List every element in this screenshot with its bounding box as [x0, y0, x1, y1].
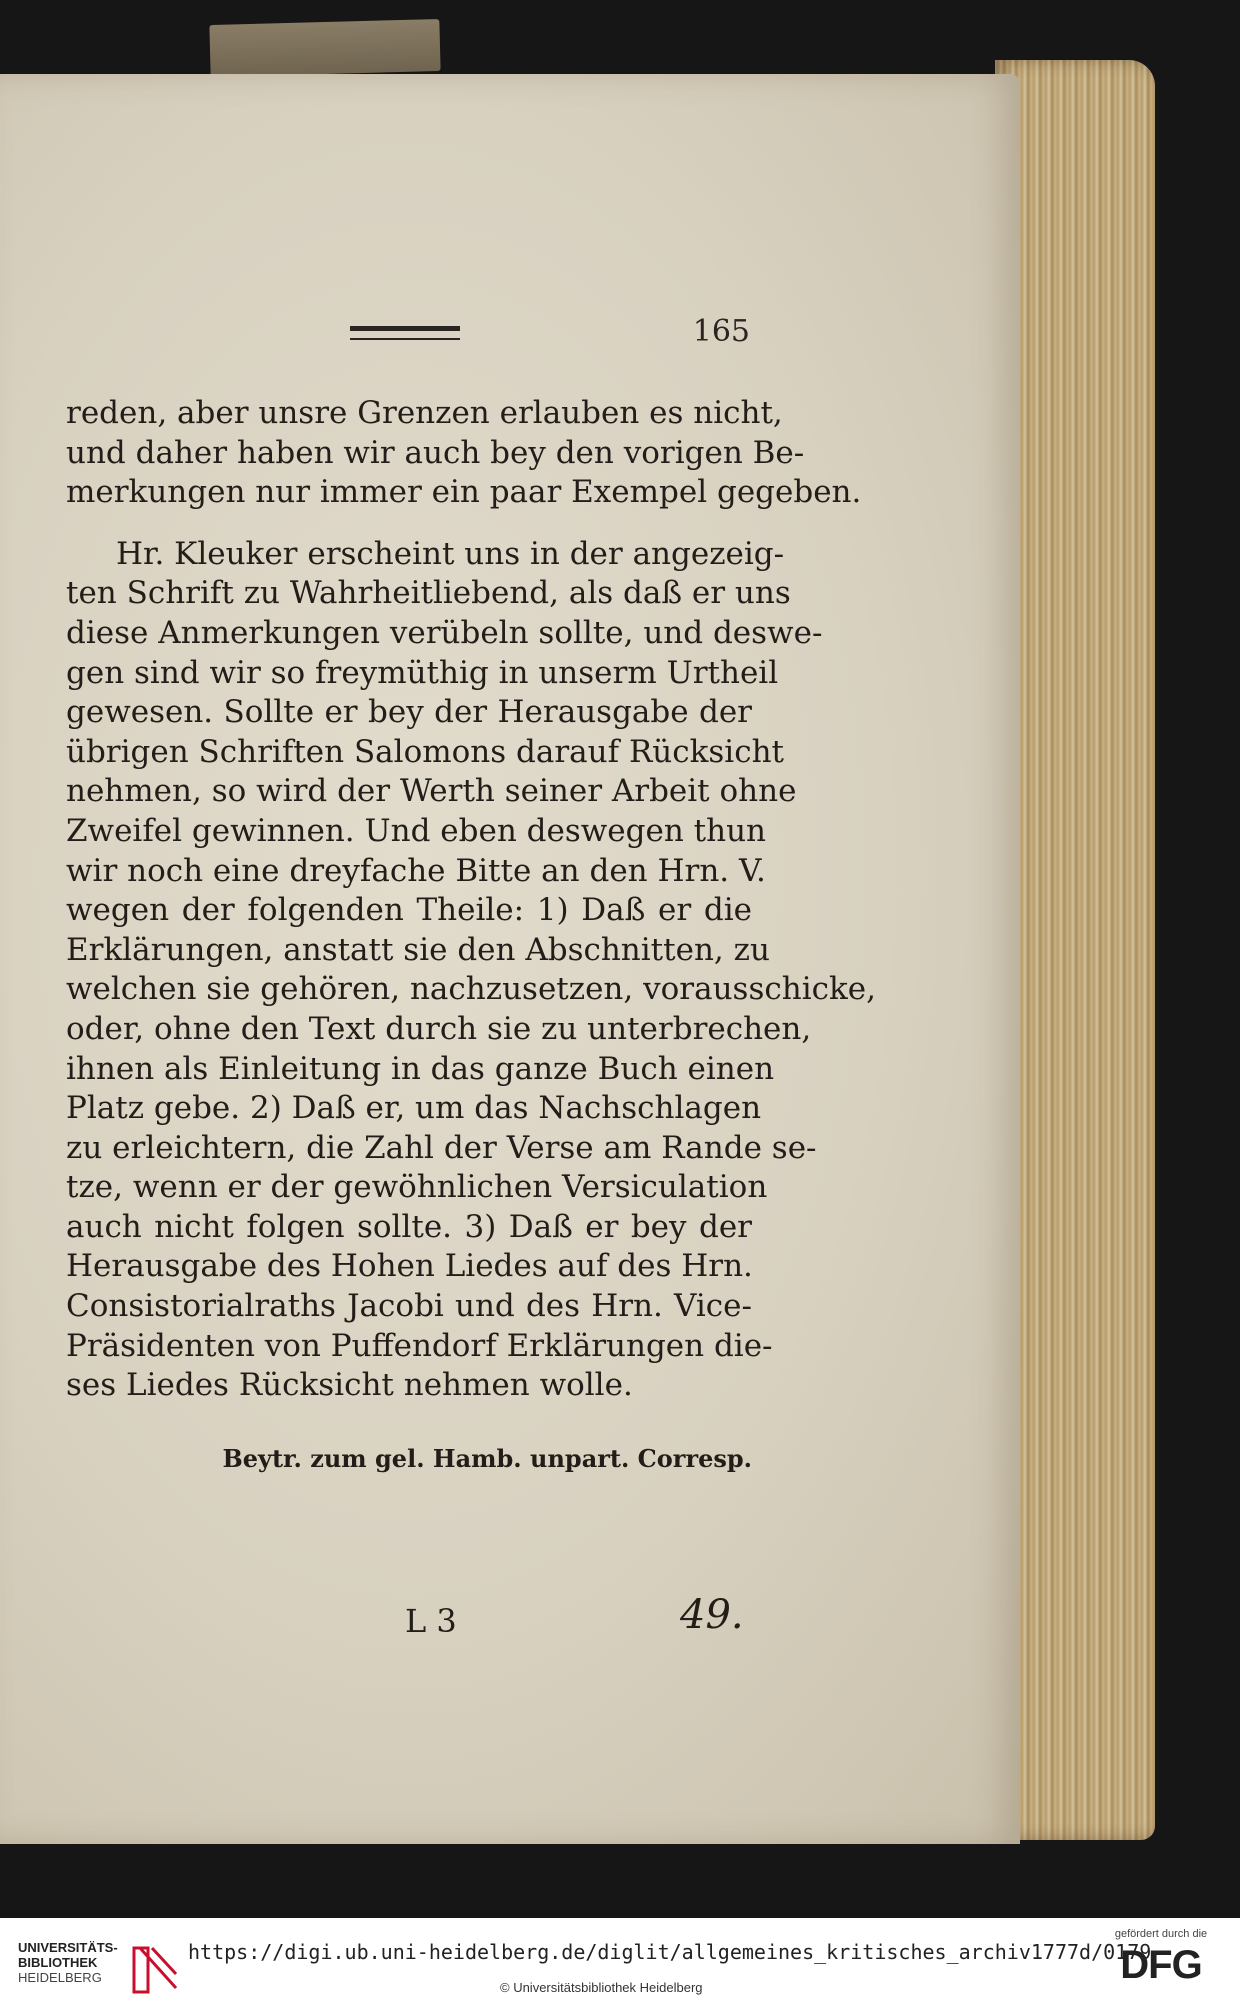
library-name-line1: UNIVERSITÄTS-	[18, 1940, 118, 1955]
page-header	[60, 314, 760, 354]
text-line: wir noch eine dreyfache Bitte an den Hrn. V.	[66, 852, 766, 889]
text-line: übrigen Schriften Salomons darauf Rücksicht	[66, 733, 785, 770]
library-mark-icon	[130, 1944, 180, 1996]
book-spine-edge	[209, 19, 440, 77]
text-line: welchen sie gehören, nachzusetzen, vorausschicke,	[66, 971, 876, 1008]
dfg-logo[interactable]	[1096, 1928, 1226, 2004]
book-page	[0, 74, 1020, 1844]
page-url[interactable]: https://digi.ub.uni-heidelberg.de/diglit/allgemeines_kritisches_archiv1777d/0179	[188, 1940, 1152, 1964]
copyright-notice: © Universitätsbibliothek Heidelberg	[500, 1980, 703, 1995]
text-line: auch nicht folgen sollte. 3) Daß er bey der	[66, 1208, 752, 1245]
signature-mark: L 3	[405, 1602, 457, 1640]
text-line: Consistorialraths Jacobi und des Hrn. Vice-	[66, 1288, 752, 1325]
text-line: tze, wenn er der gewöhnlichen Versiculation	[66, 1169, 768, 1206]
source-citation: Beytr. zum gel. Hamb. unpart. Corresp.	[222, 1444, 752, 1473]
text-line: Herausgabe des Hohen Liedes auf des Hrn.	[66, 1248, 753, 1285]
library-name-line2: BIBLIOTHEK	[18, 1955, 98, 1970]
dfg-caption: gefördert durch die	[1114, 1928, 1208, 1940]
text-line: gewesen. Sollte er bey der Herausgabe der	[66, 694, 752, 731]
text-line: merkungen nur immer ein paar Exempel gegeben.	[66, 474, 862, 511]
header-rule	[350, 326, 460, 340]
text-line: ihnen als Einleitung in das ganze Buch einen	[66, 1050, 775, 1087]
text-line: diese Anmerkungen verübeln sollte, und deswe-	[66, 614, 823, 651]
text-line: nehmen, so wird der Werth seiner Arbeit ohne	[66, 773, 797, 810]
dfg-wordmark: DFG	[1120, 1943, 1202, 1987]
text-line: Präsidenten von Puffendorf Erklärungen die-	[66, 1327, 773, 1364]
text-line: reden, aber unsre Grenzen erlauben es nicht,	[66, 395, 783, 431]
text-line: Erklärungen, anstatt sie den Abschnitten, zu	[66, 931, 770, 968]
text-line: und daher haben wir auch bey den vorigen Be-	[66, 434, 805, 471]
text-line: Platz gebe. 2) Daß er, um das Nachschlagen	[66, 1090, 762, 1127]
text-line: wegen der folgenden Theile: 1) Daß er die	[66, 892, 752, 929]
paragraph-gap	[66, 513, 752, 535]
text-line: Hr. Kleuker erscheint uns in der angezeig-	[116, 535, 785, 572]
folio-number: 49.	[680, 1592, 744, 1638]
text-line: oder, ohne den Text durch sie zu unterbrechen,	[66, 1010, 812, 1047]
text-line: zu erleichtern, die Zahl der Verse am Rande se-	[66, 1129, 817, 1166]
page-number: 165	[692, 314, 750, 349]
text-line: Zweifel gewinnen. Und eben deswegen thun	[66, 812, 766, 849]
body-text	[66, 394, 876, 1406]
library-logo[interactable]	[18, 1940, 178, 1996]
viewer-footer	[0, 1918, 1240, 2010]
text-line: ten Schrift zu Wahrheitliebend, als daß er uns	[66, 575, 791, 612]
library-name-line3: HEIDELBERG	[18, 1970, 102, 1985]
text-line: gen sind wir so freymüthig in unserm Urtheil	[66, 654, 779, 691]
text-line: ses Liedes Rücksicht nehmen wolle.	[66, 1367, 633, 1404]
